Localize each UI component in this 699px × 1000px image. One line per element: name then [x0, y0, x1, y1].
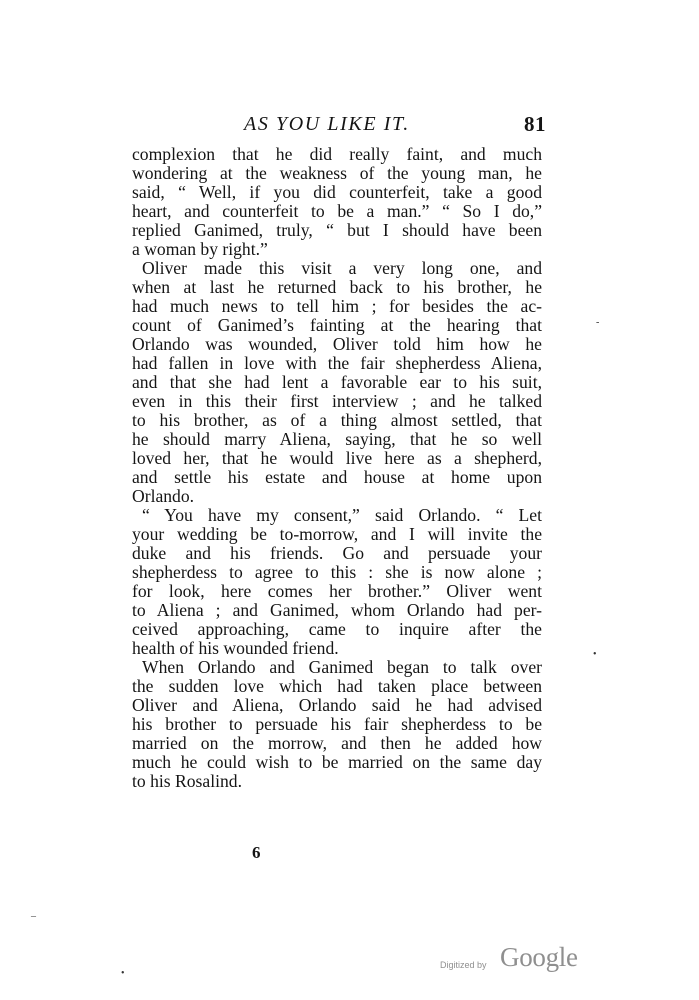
text-line: duke and his friends. Go and persuade your	[132, 543, 542, 563]
text-line: much he could wish to be married on the same day	[132, 752, 542, 772]
text-line: a woman by right.”	[132, 239, 268, 259]
running-title: AS YOU LIKE IT.	[244, 113, 410, 135]
text-line: complexion that he did really faint, and much	[132, 144, 542, 164]
text-line: When Orlando and Ganimed began to talk over	[142, 657, 542, 677]
text-line: for look, here comes her brother.” Oliver went	[132, 581, 542, 601]
text-line: your wedding be to-morrow, and I will invite the	[132, 524, 542, 544]
text-line: even in this their first interview ; and he talked	[132, 391, 542, 411]
text-line: ceived approaching, came to inquire after the	[132, 619, 542, 639]
text-line: had fallen in love with the fair shepherdess Aliena,	[132, 353, 542, 373]
text-line: his brother to persuade his fair shepherdess to be	[132, 714, 542, 734]
text-line: shepherdess to agree to this : she is now alone ;	[132, 562, 542, 582]
text-line: the sudden love which had taken place between	[132, 676, 542, 696]
text-line: heart, and counterfeit to be a man.” “ So I do,”	[132, 201, 542, 221]
watermark-prefix: Digitized by	[440, 960, 487, 970]
text-line: to Aliena ; and Ganimed, whom Orlando had per-	[132, 600, 542, 620]
text-line: Oliver and Aliena, Orlando said he had advised	[132, 695, 542, 715]
text-line: and that she had lent a favorable ear to his suit,	[132, 372, 542, 392]
body-text	[132, 145, 542, 791]
text-line: had much news to tell him ; for besides the ac-	[132, 296, 542, 316]
running-head	[132, 112, 546, 140]
scan-speck: •	[593, 649, 597, 660]
text-line: Orlando was wounded, Oliver told him how he	[132, 334, 542, 354]
text-line: “ You have my consent,” said Orlando. “ Let	[142, 505, 542, 525]
google-logo: Google	[500, 942, 578, 972]
text-line: and settle his estate and house at home upon	[132, 467, 542, 487]
text-line: replied Ganimed, truly, “ but I should have been	[132, 220, 542, 240]
text-line: health of his wounded friend.	[132, 638, 339, 658]
text-line: to his Rosalind.	[132, 771, 242, 791]
text-line: to his brother, as of a thing almost settled, that	[132, 410, 542, 430]
text-line: count of Ganimed’s fainting at the hearing that	[132, 315, 542, 335]
scan-speck: •	[121, 968, 125, 979]
text-line: married on the morrow, and then he added how	[132, 733, 542, 753]
page-number: 81	[524, 112, 546, 136]
scan-speck: -	[596, 317, 600, 328]
text-line: wondering at the weakness of the young man, he	[132, 163, 542, 183]
text-line: loved her, that he would live here as a shepherd,	[132, 448, 542, 468]
text-line: said, “ Well, if you did counterfeit, take a good	[132, 182, 542, 202]
text-line: when at last he returned back to his brother, he	[132, 277, 542, 297]
text-line: he should marry Aliena, saying, that he so well	[132, 429, 542, 449]
text-line: Orlando.	[132, 486, 195, 506]
digitized-watermark	[440, 942, 580, 978]
signature-mark: 6	[252, 843, 261, 862]
scan-speck: –	[31, 911, 36, 922]
text-line: Oliver made this visit a very long one, and	[142, 258, 542, 278]
